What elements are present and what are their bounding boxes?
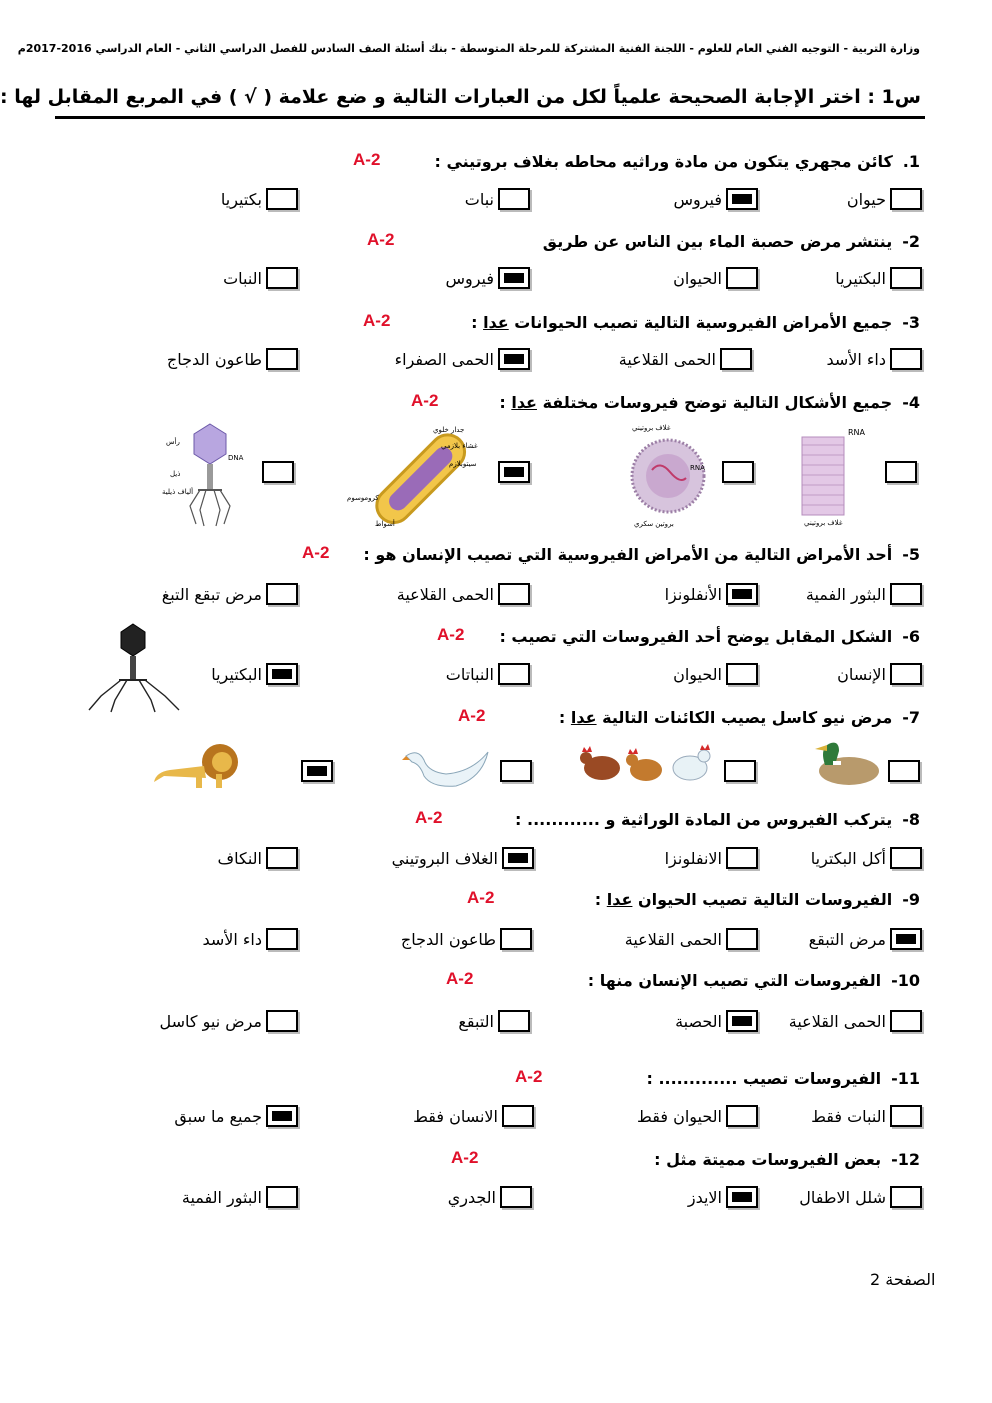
option-label: داء الأسد	[202, 929, 262, 949]
tobacco-mosaic-virus-image	[790, 425, 870, 530]
answer-code: A-2	[415, 808, 443, 827]
checkbox[interactable]	[266, 928, 298, 950]
answer-code: A-2	[411, 391, 439, 410]
checkbox[interactable]	[726, 847, 758, 869]
question-9	[595, 890, 920, 909]
section-title-text: س1 : اختر الإجابة الصحيحة علمياً لكل من العبارات التالية و ضع علامة ( √ ) في المربع المقابل لها :	[0, 86, 921, 108]
label-flagella: أسواط	[375, 520, 395, 528]
option[interactable]	[811, 1105, 922, 1127]
label-tail: ذيل	[170, 470, 181, 478]
option-label: الحيوان	[673, 268, 722, 288]
checked-checkbox[interactable]	[498, 267, 530, 289]
option[interactable]	[837, 663, 922, 685]
checkbox[interactable]	[890, 1010, 922, 1032]
option[interactable]	[446, 663, 530, 685]
answer-code: A-2	[437, 625, 465, 644]
option-label: داء الأسد	[826, 349, 886, 369]
question-11	[646, 1069, 920, 1088]
question-number: 10-	[891, 971, 920, 990]
label-tail-fibers: ألياف ذيلية	[162, 488, 194, 496]
underlined-word: عدا	[511, 393, 537, 412]
question-tail: :	[594, 890, 602, 909]
checked-checkbox[interactable]	[502, 847, 534, 869]
option[interactable]	[835, 267, 922, 289]
checkbox[interactable]	[266, 1010, 298, 1032]
option-label: البكتيريا	[211, 664, 262, 684]
question-8	[515, 810, 920, 829]
question-text: الفيروسات تصيب ............. :	[646, 1069, 882, 1088]
label-rna: RNA	[848, 428, 866, 437]
checkbox[interactable]	[724, 760, 756, 782]
checkbox[interactable]	[266, 847, 298, 869]
option[interactable]	[167, 348, 298, 370]
checkbox[interactable]	[726, 267, 758, 289]
question-text: جميع الأمراض الفيروسية التالية تصيب الحيوانات	[514, 313, 893, 332]
option-label: البثور الفمية	[181, 1187, 262, 1207]
swan-image	[402, 742, 494, 792]
checkbox[interactable]	[266, 188, 298, 210]
option-label: فيروس	[445, 268, 494, 288]
question-text: الفيروسات التالية تصيب الحيوان	[638, 890, 893, 909]
label-protein-coat: غلاف بروتيني	[804, 519, 843, 527]
label-cytoplasm: سيتوبلازم	[449, 460, 477, 468]
option-label: بكتيريا	[220, 189, 262, 209]
question-tail: :	[499, 393, 506, 412]
option[interactable]	[625, 928, 758, 950]
document-header: وزارة التربية - التوجيه الفني العام للعلوم - اللجنة الفنية المشتركة للمرحلة المتوسطة - بنك أسئلة الصف السادس للفصل الدراسي الثاني - العام الدراسي 2016-2017م	[17, 42, 920, 55]
option[interactable]	[811, 847, 922, 869]
question-text: أحد الأمراض التالية من الأمراض الفيروسية التي تصيب الإنسان هو :	[363, 545, 893, 564]
checkbox[interactable]	[890, 1105, 922, 1127]
option-label: الحيوان فقط	[637, 1106, 722, 1126]
checkbox[interactable]	[890, 267, 922, 289]
option-label: النبات فقط	[811, 1106, 886, 1126]
checkbox[interactable]	[726, 663, 758, 685]
question-text: الشكل المقابل يوضح أحد الفيروسات التي تصيب :	[499, 627, 893, 646]
option-label: الحيوان	[673, 664, 722, 684]
option-label: الحمى القلاعية	[788, 1011, 886, 1031]
option[interactable]	[789, 1010, 922, 1032]
question-text: ينتشر مرض حصبة الماء بين الناس عن طريق	[542, 232, 893, 251]
option-label: الأنفلونزا	[664, 584, 722, 604]
option[interactable]	[465, 188, 530, 210]
question-number: 6-	[902, 627, 920, 646]
option[interactable]	[182, 1186, 298, 1208]
duck-image	[805, 735, 883, 793]
question-tail: :	[471, 313, 478, 332]
option-label: أكل البكتريا	[810, 848, 886, 868]
option[interactable]	[665, 847, 758, 869]
option-label: الايدز	[687, 1187, 722, 1207]
label-rna: RNA	[690, 464, 705, 472]
checkbox[interactable]	[266, 583, 298, 605]
option-correct[interactable]	[665, 583, 758, 605]
question-7	[559, 708, 920, 727]
option[interactable]	[847, 188, 922, 210]
checkbox[interactable]	[726, 1105, 758, 1127]
checked-checkbox[interactable]	[266, 1105, 298, 1127]
question-6	[499, 627, 920, 646]
option-label: الجدري	[447, 1187, 496, 1207]
underlined-word: عدا	[570, 708, 597, 727]
option-label: طاعون الدجاج	[166, 349, 262, 369]
option-label: الإنسان	[837, 664, 886, 684]
underlined-word: عدا	[606, 890, 633, 909]
question-1	[434, 152, 920, 171]
question-number: 9-	[902, 890, 920, 909]
option[interactable]	[826, 348, 922, 370]
label-head: رأس	[166, 438, 180, 446]
question-tail: :	[558, 708, 566, 727]
option-correct[interactable]	[673, 188, 758, 210]
option-label: التبقع	[458, 1011, 494, 1031]
answer-code: A-2	[446, 969, 474, 988]
question-number: 7-	[902, 708, 920, 727]
option-label: الحمى الصفراء	[394, 349, 494, 369]
question-number: 4-	[902, 393, 920, 412]
checked-checkbox[interactable]	[726, 1186, 758, 1208]
question-text: الفيروسات التي تصيب الإنسان منها :	[587, 971, 882, 990]
option-label: طاعون الدجاج	[400, 929, 496, 949]
option-label: الغلاف البروتيني	[391, 848, 498, 868]
option-correct[interactable]	[174, 1105, 298, 1127]
checkbox[interactable]	[885, 461, 917, 483]
option-correct[interactable]	[445, 267, 530, 289]
checked-checkbox[interactable]	[726, 583, 758, 605]
option-label: الحمى القلاعية	[618, 349, 716, 369]
checked-checkbox[interactable]	[726, 188, 758, 210]
section-title	[0, 82, 925, 119]
option-label: شلل الاطفال	[799, 1187, 886, 1207]
question-number: 2-	[902, 232, 920, 251]
checkbox[interactable]	[498, 583, 530, 605]
option-label: الانسان فقط	[413, 1106, 498, 1126]
bacterium-image	[345, 418, 495, 533]
option-label: النكاف	[217, 848, 262, 868]
option-label: الحصبة	[675, 1011, 722, 1031]
question-10	[588, 971, 920, 990]
checkbox[interactable]	[722, 461, 754, 483]
answer-code: A-2	[458, 706, 486, 725]
underlined-word: عدا	[483, 313, 509, 332]
question-number: 8-	[902, 810, 920, 829]
option-label: البكتيريا	[835, 268, 886, 288]
label-protein-coat: غلاف بروتيني	[632, 424, 671, 432]
checkbox[interactable]	[262, 461, 294, 483]
option[interactable]	[218, 847, 298, 869]
checked-checkbox[interactable]	[266, 663, 298, 685]
option-correct[interactable]	[395, 348, 530, 370]
option[interactable]	[448, 1186, 532, 1208]
checkbox[interactable]	[498, 663, 530, 685]
option[interactable]	[202, 928, 298, 950]
label-glycoprotein: بروتين سكري	[634, 520, 674, 528]
checkbox[interactable]	[266, 348, 298, 370]
answer-code: A-2	[467, 888, 495, 907]
lion-image	[150, 740, 260, 792]
label-chromosome: كروموسوم	[347, 494, 379, 502]
checkbox[interactable]	[500, 760, 532, 782]
option[interactable]	[799, 1186, 922, 1208]
option[interactable]	[162, 583, 298, 605]
option-label: جميع ما سبق	[174, 1106, 262, 1126]
question-text: مرض نيو كاسل يصيب الكائنات التالية	[602, 708, 893, 727]
option-label: الانفلونزا	[664, 848, 722, 868]
bacteriophage-image	[160, 420, 250, 530]
option[interactable]	[223, 267, 298, 289]
option[interactable]	[401, 928, 532, 950]
question-number: 1.	[902, 152, 920, 171]
option-label: مرض تبقع التبغ	[161, 584, 262, 604]
option-label: النباتات	[445, 664, 494, 684]
option-label: الحمى القلاعية	[396, 584, 494, 604]
option-label: مرض نيو كاسل	[159, 1011, 262, 1031]
option-label: فيروس	[673, 189, 722, 209]
checked-checkbox[interactable]	[890, 928, 922, 950]
question-12	[654, 1150, 920, 1169]
option-correct[interactable]	[675, 1010, 758, 1032]
option-label: النبات	[223, 268, 262, 288]
question-text: جميع الأشكال التالية توضح فيروسات مختلفة	[542, 393, 893, 412]
phage-virus-image	[85, 622, 185, 714]
question-text: بعض الفيروسات مميتة مثل :	[654, 1150, 882, 1169]
checkbox[interactable]	[498, 1010, 530, 1032]
option[interactable]	[458, 1010, 530, 1032]
option-label: مرض التبقع	[808, 929, 886, 949]
question-5	[363, 545, 920, 564]
option[interactable]	[397, 583, 530, 605]
option[interactable]	[619, 348, 752, 370]
question-text: يتركب الفيروس من المادة الوراثية و ............ :	[515, 810, 893, 829]
answer-code: A-2	[515, 1067, 543, 1086]
checked-checkbox[interactable]	[726, 1010, 758, 1032]
checkbox[interactable]	[720, 348, 752, 370]
question-4	[499, 393, 920, 412]
option[interactable]	[806, 583, 922, 605]
question-2	[543, 232, 920, 251]
question-number: 5-	[902, 545, 920, 564]
label-cell-membrane: غشاء بلازمي	[441, 442, 478, 450]
question-number: 12-	[891, 1150, 920, 1169]
option[interactable]	[673, 663, 758, 685]
checkbox[interactable]	[888, 760, 920, 782]
answer-code: A-2	[367, 230, 395, 249]
option[interactable]	[637, 1105, 758, 1127]
option[interactable]	[221, 188, 298, 210]
question-number: 3-	[902, 313, 920, 332]
option[interactable]	[413, 1105, 534, 1127]
option-label: البثور الفمية	[805, 584, 886, 604]
checkbox[interactable]	[500, 928, 532, 950]
influenza-virus-image	[620, 420, 715, 530]
answer-code: A-2	[363, 311, 391, 330]
question-number: 11-	[891, 1069, 920, 1088]
page-number: الصفحة 2	[870, 1270, 936, 1289]
checkbox[interactable]	[726, 928, 758, 950]
checkbox[interactable]	[266, 1186, 298, 1208]
option-label: حيوان	[846, 189, 886, 209]
question-text: كائن مجهري يتكون من مادة وراثيه محاطه بغلاف بروتيني :	[434, 152, 893, 171]
checked-checkbox[interactable]	[498, 348, 530, 370]
option[interactable]	[160, 1010, 298, 1032]
option-correct[interactable]	[809, 928, 922, 950]
option-correct[interactable]	[211, 663, 298, 685]
option-correct[interactable]	[688, 1186, 758, 1208]
option-label: الحمى القلاعية	[624, 929, 722, 949]
answer-code: A-2	[451, 1148, 479, 1167]
option-label: نبات	[464, 189, 494, 209]
checked-checkbox[interactable]	[498, 461, 530, 483]
label-dna: DNA	[228, 454, 244, 462]
checked-checkbox[interactable]	[301, 760, 333, 782]
checkbox[interactable]	[890, 188, 922, 210]
chickens-image	[572, 738, 720, 788]
checkbox[interactable]	[890, 348, 922, 370]
answer-code: A-2	[302, 543, 330, 562]
option-correct[interactable]	[392, 847, 534, 869]
checkbox[interactable]	[498, 188, 530, 210]
checkbox[interactable]	[266, 267, 298, 289]
checkbox[interactable]	[890, 663, 922, 685]
label-cell-wall: جدار خلوي	[433, 426, 465, 434]
checkbox[interactable]	[890, 1186, 922, 1208]
checkbox[interactable]	[890, 847, 922, 869]
checkbox[interactable]	[502, 1105, 534, 1127]
answer-code: A-2	[353, 150, 381, 169]
question-3	[471, 313, 920, 332]
option[interactable]	[673, 267, 758, 289]
checkbox[interactable]	[890, 583, 922, 605]
checkbox[interactable]	[500, 1186, 532, 1208]
